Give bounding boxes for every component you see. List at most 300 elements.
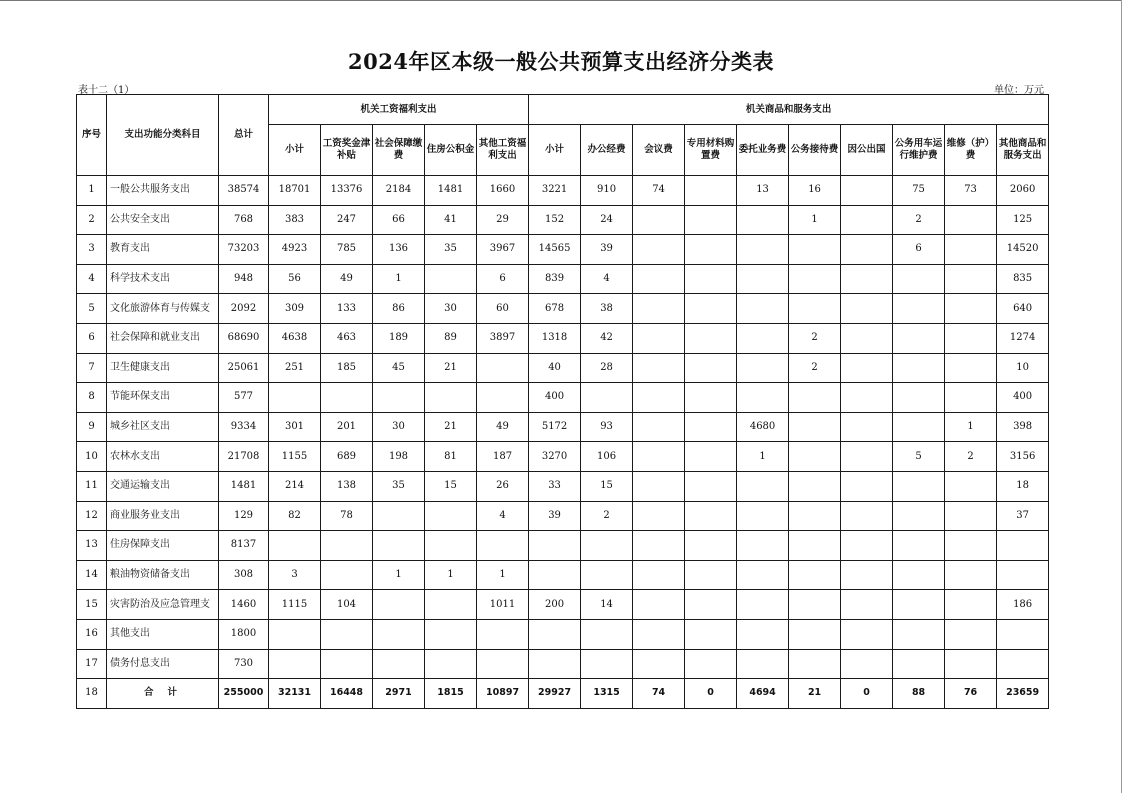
total-sum: 255000 [219, 679, 269, 709]
table-row [77, 531, 1049, 561]
header-g2-col-6: 公务接待费 [789, 125, 841, 176]
cell-goods-9 [945, 590, 997, 620]
total-goods-3: 74 [633, 679, 685, 709]
row-total: 768 [219, 205, 269, 235]
cell-goods-7 [841, 501, 893, 531]
cell-goods-4 [685, 560, 737, 590]
table-row [77, 294, 1049, 324]
row-index: 7 [77, 353, 107, 383]
cell-goods-3 [633, 590, 685, 620]
cell-goods-10: 2060 [997, 176, 1049, 206]
row-subject: 城乡社区支出 [107, 412, 219, 442]
row-subject: 住房保障支出 [107, 531, 219, 561]
cell-salary-2 [321, 383, 373, 413]
cell-salary-2 [321, 560, 373, 590]
cell-salary-5: 3967 [477, 235, 529, 265]
cell-goods-5 [737, 471, 789, 501]
cell-salary-2: 201 [321, 412, 373, 442]
cell-goods-1: 14565 [529, 235, 581, 265]
cell-salary-2: 138 [321, 471, 373, 501]
cell-salary-5 [477, 383, 529, 413]
cell-salary-4: 41 [425, 205, 477, 235]
cell-salary-3 [373, 590, 425, 620]
cell-goods-1: 839 [529, 264, 581, 294]
cell-goods-10: 400 [997, 383, 1049, 413]
cell-salary-1: 214 [269, 471, 321, 501]
header-group-salary: 机关工资福利支出 [269, 95, 529, 125]
cell-salary-2 [321, 531, 373, 561]
cell-goods-4 [685, 471, 737, 501]
cell-goods-3 [633, 294, 685, 324]
cell-goods-2: 106 [581, 442, 633, 472]
cell-goods-10: 14520 [997, 235, 1049, 265]
total-salary-2: 16448 [321, 679, 373, 709]
cell-salary-3 [373, 531, 425, 561]
cell-goods-3 [633, 471, 685, 501]
header-g2-col-8: 公务用车运行维护费 [893, 125, 945, 176]
cell-goods-3: 74 [633, 176, 685, 206]
total-salary-1: 32131 [269, 679, 321, 709]
table-row [77, 235, 1049, 265]
cell-goods-5 [737, 294, 789, 324]
cell-salary-4: 35 [425, 235, 477, 265]
cell-salary-5: 49 [477, 412, 529, 442]
total-goods-1: 29927 [529, 679, 581, 709]
cell-goods-1: 1318 [529, 323, 581, 353]
cell-salary-3: 1 [373, 264, 425, 294]
cell-salary-5: 1660 [477, 176, 529, 206]
cell-goods-10: 37 [997, 501, 1049, 531]
cell-goods-6: 16 [789, 176, 841, 206]
cell-goods-5: 13 [737, 176, 789, 206]
cell-goods-10: 125 [997, 205, 1049, 235]
cell-goods-10: 10 [997, 353, 1049, 383]
cell-goods-2: 910 [581, 176, 633, 206]
cell-salary-3: 45 [373, 353, 425, 383]
table-row [77, 471, 1049, 501]
cell-goods-2: 28 [581, 353, 633, 383]
total-goods-8: 88 [893, 679, 945, 709]
row-total: 8137 [219, 531, 269, 561]
header-total: 总计 [219, 95, 269, 176]
cell-goods-1 [529, 531, 581, 561]
row-subject: 交通运输支出 [107, 471, 219, 501]
cell-goods-8 [893, 501, 945, 531]
cell-salary-1: 383 [269, 205, 321, 235]
cell-goods-8 [893, 412, 945, 442]
cell-goods-6: 2 [789, 353, 841, 383]
cell-goods-8 [893, 590, 945, 620]
cell-goods-8 [893, 264, 945, 294]
row-subject: 其他支出 [107, 619, 219, 649]
cell-goods-2 [581, 619, 633, 649]
cell-salary-2: 104 [321, 590, 373, 620]
row-index: 9 [77, 412, 107, 442]
header-g1-col-5: 其他工资福利支出 [477, 125, 529, 176]
cell-goods-8 [893, 471, 945, 501]
cell-salary-2: 463 [321, 323, 373, 353]
cell-goods-2: 15 [581, 471, 633, 501]
row-index: 14 [77, 560, 107, 590]
cell-goods-9 [945, 501, 997, 531]
header-subject: 支出功能分类科目 [107, 95, 219, 176]
table-row [77, 442, 1049, 472]
cell-salary-5: 4 [477, 501, 529, 531]
cell-goods-10 [997, 531, 1049, 561]
cell-salary-3: 2184 [373, 176, 425, 206]
row-total: 73203 [219, 235, 269, 265]
header-g1-col-2: 工资奖金津补贴 [321, 125, 373, 176]
cell-salary-5: 1 [477, 560, 529, 590]
header-g2-col-4: 专用材料购置费 [685, 125, 737, 176]
cell-salary-5: 6 [477, 264, 529, 294]
cell-salary-4 [425, 649, 477, 679]
cell-goods-6 [789, 590, 841, 620]
cell-goods-8 [893, 531, 945, 561]
cell-goods-5 [737, 531, 789, 561]
cell-goods-3 [633, 412, 685, 442]
cell-salary-1 [269, 619, 321, 649]
cell-goods-4 [685, 442, 737, 472]
total-label: 合计 [107, 679, 219, 709]
cell-salary-2 [321, 619, 373, 649]
table-row [77, 590, 1049, 620]
cell-goods-6 [789, 531, 841, 561]
row-total: 9334 [219, 412, 269, 442]
cell-salary-4: 21 [425, 412, 477, 442]
cell-goods-10: 835 [997, 264, 1049, 294]
expenditure-table [76, 94, 1049, 709]
cell-salary-1: 309 [269, 294, 321, 324]
cell-salary-4 [425, 383, 477, 413]
cell-goods-9 [945, 264, 997, 294]
cell-goods-2: 39 [581, 235, 633, 265]
cell-goods-3 [633, 323, 685, 353]
cell-goods-2: 93 [581, 412, 633, 442]
total-goods-6: 21 [789, 679, 841, 709]
page-border-top [0, 0, 1121, 1]
cell-salary-1: 18701 [269, 176, 321, 206]
cell-salary-4: 89 [425, 323, 477, 353]
cell-salary-1 [269, 531, 321, 561]
cell-goods-3 [633, 353, 685, 383]
cell-goods-3 [633, 264, 685, 294]
cell-goods-2: 24 [581, 205, 633, 235]
cell-goods-9 [945, 235, 997, 265]
cell-goods-8: 2 [893, 205, 945, 235]
cell-goods-4 [685, 501, 737, 531]
row-subject: 农林水支出 [107, 442, 219, 472]
cell-salary-2: 247 [321, 205, 373, 235]
row-index: 17 [77, 649, 107, 679]
cell-goods-4 [685, 264, 737, 294]
row-subject: 粮油物资储备支出 [107, 560, 219, 590]
cell-salary-1: 82 [269, 501, 321, 531]
cell-salary-2: 689 [321, 442, 373, 472]
cell-salary-5: 3897 [477, 323, 529, 353]
cell-salary-1: 56 [269, 264, 321, 294]
cell-goods-5 [737, 619, 789, 649]
cell-goods-8 [893, 323, 945, 353]
row-index: 11 [77, 471, 107, 501]
header-g2-col-9: 维修（护）费 [945, 125, 997, 176]
row-total: 21708 [219, 442, 269, 472]
cell-salary-1: 251 [269, 353, 321, 383]
cell-goods-3 [633, 442, 685, 472]
cell-goods-4 [685, 205, 737, 235]
cell-goods-9 [945, 649, 997, 679]
cell-salary-4 [425, 264, 477, 294]
cell-salary-3 [373, 501, 425, 531]
row-subject: 债务付息支出 [107, 649, 219, 679]
cell-salary-1: 1155 [269, 442, 321, 472]
cell-goods-6 [789, 294, 841, 324]
cell-goods-6 [789, 383, 841, 413]
cell-salary-2: 185 [321, 353, 373, 383]
cell-goods-9 [945, 205, 997, 235]
cell-goods-7 [841, 619, 893, 649]
cell-salary-3: 189 [373, 323, 425, 353]
cell-goods-2: 2 [581, 501, 633, 531]
cell-goods-5 [737, 590, 789, 620]
table-row [77, 176, 1049, 206]
row-total: 1481 [219, 471, 269, 501]
cell-salary-1: 3 [269, 560, 321, 590]
total-goods-5: 4694 [737, 679, 789, 709]
row-subject: 社会保障和就业支出 [107, 323, 219, 353]
cell-goods-7 [841, 205, 893, 235]
cell-salary-4: 1 [425, 560, 477, 590]
row-total: 68690 [219, 323, 269, 353]
cell-salary-5 [477, 531, 529, 561]
row-subject: 卫生健康支出 [107, 353, 219, 383]
cell-goods-4 [685, 383, 737, 413]
cell-goods-5 [737, 649, 789, 679]
cell-goods-3 [633, 383, 685, 413]
header-g2-col-7: 因公出国 [841, 125, 893, 176]
table-number: 表十二（1） [78, 85, 135, 96]
cell-goods-8: 5 [893, 442, 945, 472]
table-row [77, 264, 1049, 294]
cell-salary-4: 30 [425, 294, 477, 324]
cell-salary-2: 49 [321, 264, 373, 294]
cell-salary-1: 4638 [269, 323, 321, 353]
cell-salary-4 [425, 619, 477, 649]
row-subject: 科学技术支出 [107, 264, 219, 294]
cell-salary-4: 1481 [425, 176, 477, 206]
cell-goods-1: 152 [529, 205, 581, 235]
cell-goods-1: 200 [529, 590, 581, 620]
cell-goods-2 [581, 560, 633, 590]
cell-goods-2: 38 [581, 294, 633, 324]
cell-goods-8 [893, 619, 945, 649]
table-row [77, 560, 1049, 590]
table-row [77, 323, 1049, 353]
cell-goods-7 [841, 649, 893, 679]
cell-salary-4: 15 [425, 471, 477, 501]
cell-goods-4 [685, 590, 737, 620]
cell-goods-10: 398 [997, 412, 1049, 442]
cell-goods-6 [789, 264, 841, 294]
cell-goods-2 [581, 649, 633, 679]
cell-goods-8 [893, 353, 945, 383]
cell-goods-1: 33 [529, 471, 581, 501]
cell-salary-2 [321, 649, 373, 679]
page-title: 2024年区本级一般公共预算支出经济分类表 [348, 49, 774, 74]
cell-goods-8 [893, 560, 945, 590]
row-total: 577 [219, 383, 269, 413]
cell-goods-5 [737, 323, 789, 353]
row-total: 38574 [219, 176, 269, 206]
cell-goods-3 [633, 205, 685, 235]
cell-goods-7 [841, 531, 893, 561]
cell-salary-3: 35 [373, 471, 425, 501]
cell-goods-10: 3156 [997, 442, 1049, 472]
header-group-goods-services: 机关商品和服务支出 [529, 95, 1049, 125]
cell-salary-1 [269, 649, 321, 679]
cell-goods-9 [945, 323, 997, 353]
cell-goods-1 [529, 619, 581, 649]
total-goods-10: 23659 [997, 679, 1049, 709]
cell-salary-4: 21 [425, 353, 477, 383]
cell-salary-3: 86 [373, 294, 425, 324]
total-goods-4: 0 [685, 679, 737, 709]
cell-goods-5 [737, 501, 789, 531]
row-index: 10 [77, 442, 107, 472]
header-g2-col-1: 小计 [529, 125, 581, 176]
cell-salary-5: 60 [477, 294, 529, 324]
cell-goods-2 [581, 531, 633, 561]
unit-label: 单位：万元 [994, 85, 1044, 96]
cell-goods-1: 40 [529, 353, 581, 383]
cell-goods-1: 400 [529, 383, 581, 413]
cell-goods-7 [841, 176, 893, 206]
cell-goods-6 [789, 235, 841, 265]
row-index: 1 [77, 176, 107, 206]
table-row [77, 205, 1049, 235]
total-row [77, 679, 1049, 709]
cell-salary-2: 78 [321, 501, 373, 531]
row-subject: 一般公共服务支出 [107, 176, 219, 206]
cell-goods-4 [685, 294, 737, 324]
cell-salary-1 [269, 383, 321, 413]
cell-salary-3: 198 [373, 442, 425, 472]
cell-goods-7 [841, 442, 893, 472]
cell-goods-1 [529, 560, 581, 590]
cell-goods-10: 1274 [997, 323, 1049, 353]
cell-goods-6: 2 [789, 323, 841, 353]
cell-goods-2: 14 [581, 590, 633, 620]
cell-goods-1 [529, 649, 581, 679]
total-salary-3: 2971 [373, 679, 425, 709]
row-subject: 节能环保支出 [107, 383, 219, 413]
cell-salary-5 [477, 619, 529, 649]
header-g2-col-3: 会议费 [633, 125, 685, 176]
cell-goods-10 [997, 560, 1049, 590]
row-total: 129 [219, 501, 269, 531]
cell-goods-7 [841, 264, 893, 294]
cell-goods-6 [789, 619, 841, 649]
row-total: 1460 [219, 590, 269, 620]
cell-salary-2: 133 [321, 294, 373, 324]
cell-goods-6 [789, 471, 841, 501]
cell-goods-2: 4 [581, 264, 633, 294]
cell-goods-7 [841, 560, 893, 590]
cell-goods-9 [945, 471, 997, 501]
total-goods-9: 76 [945, 679, 997, 709]
cell-goods-9 [945, 531, 997, 561]
cell-salary-2: 13376 [321, 176, 373, 206]
cell-goods-3 [633, 235, 685, 265]
cell-goods-10: 186 [997, 590, 1049, 620]
row-index: 6 [77, 323, 107, 353]
row-index: 15 [77, 590, 107, 620]
row-total: 730 [219, 649, 269, 679]
cell-goods-6 [789, 649, 841, 679]
row-subject: 商业服务业支出 [107, 501, 219, 531]
cell-goods-4 [685, 176, 737, 206]
header-seq: 序号 [77, 95, 107, 176]
cell-goods-3 [633, 501, 685, 531]
cell-goods-5 [737, 383, 789, 413]
cell-salary-5 [477, 649, 529, 679]
header-g2-col-2: 办公经费 [581, 125, 633, 176]
cell-salary-3: 30 [373, 412, 425, 442]
total-goods-7: 0 [841, 679, 893, 709]
total-goods-2: 1315 [581, 679, 633, 709]
row-index: 2 [77, 205, 107, 235]
row-index: 12 [77, 501, 107, 531]
cell-goods-5 [737, 353, 789, 383]
cell-goods-7 [841, 323, 893, 353]
row-total: 25061 [219, 353, 269, 383]
cell-salary-2: 785 [321, 235, 373, 265]
cell-salary-1: 301 [269, 412, 321, 442]
cell-goods-9 [945, 560, 997, 590]
cell-salary-3 [373, 383, 425, 413]
cell-salary-4 [425, 501, 477, 531]
row-index: 8 [77, 383, 107, 413]
row-subject: 文化旅游体育与传媒支 [107, 294, 219, 324]
cell-salary-4: 81 [425, 442, 477, 472]
cell-goods-7 [841, 412, 893, 442]
header-g2-col-10: 其他商品和服务支出 [997, 125, 1049, 176]
row-total: 2092 [219, 294, 269, 324]
cell-salary-5: 26 [477, 471, 529, 501]
row-index: 5 [77, 294, 107, 324]
cell-goods-9 [945, 383, 997, 413]
cell-goods-4 [685, 531, 737, 561]
cell-salary-3: 136 [373, 235, 425, 265]
cell-salary-5: 29 [477, 205, 529, 235]
row-index: 16 [77, 619, 107, 649]
cell-goods-9: 73 [945, 176, 997, 206]
cell-goods-1: 5172 [529, 412, 581, 442]
cell-salary-3 [373, 649, 425, 679]
cell-goods-9 [945, 619, 997, 649]
cell-goods-5: 1 [737, 442, 789, 472]
cell-goods-9 [945, 353, 997, 383]
cell-goods-7 [841, 353, 893, 383]
cell-goods-5: 4680 [737, 412, 789, 442]
cell-salary-1: 1115 [269, 590, 321, 620]
cell-goods-8 [893, 649, 945, 679]
cell-goods-5 [737, 264, 789, 294]
cell-goods-9 [945, 294, 997, 324]
cell-goods-10: 18 [997, 471, 1049, 501]
row-index: 13 [77, 531, 107, 561]
cell-goods-5 [737, 205, 789, 235]
